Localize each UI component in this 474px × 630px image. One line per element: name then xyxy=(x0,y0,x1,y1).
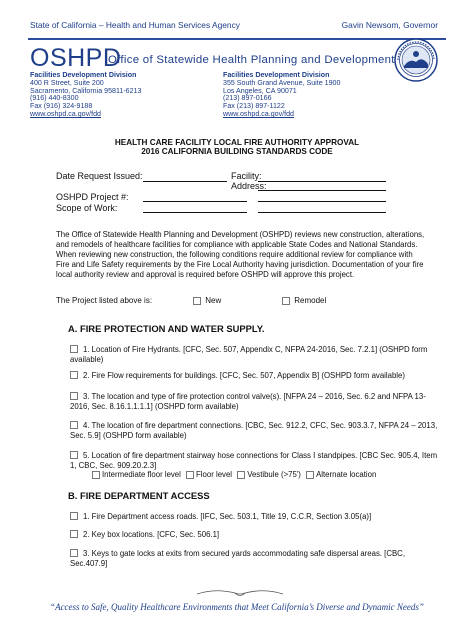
new-checkbox[interactable] xyxy=(193,297,201,305)
oshpd-project-label: OSHPD Project #: xyxy=(56,192,129,202)
address-line: Los Angeles, CA 90071 xyxy=(223,86,297,95)
address-line: 400 R Street, Suite 200 xyxy=(30,78,104,87)
remodel-checkbox[interactable] xyxy=(282,297,290,305)
scope-of-work-label: Scope of Work: xyxy=(56,203,118,213)
section-b-item-2 xyxy=(70,530,438,540)
address-heading: Facilities Development Division xyxy=(30,71,137,79)
section-b-item-1 xyxy=(70,512,438,522)
section-a-item-4 xyxy=(70,421,438,441)
flourish-ornament-icon xyxy=(195,586,285,600)
address-field[interactable] xyxy=(258,190,386,191)
standpipe-options xyxy=(92,470,376,479)
date-request-field[interactable] xyxy=(143,181,227,182)
item-text: 2. Fire Flow requirements for buildings. [CFC, Sec. 507, Appendix B] (OSHPD form available) xyxy=(83,371,405,380)
item-text: 3. Keys to gate locks at exits from secured yards accommodating safe dispersal areas. [CBC, Sec.407.9] xyxy=(70,549,405,569)
address-line: 355 South Grand Avenue, Suite 1900 xyxy=(223,78,341,87)
scope-of-work-field[interactable] xyxy=(143,212,247,213)
address-heading: Facilities Development Division xyxy=(223,71,330,79)
remodel-label: Remodel xyxy=(294,296,327,305)
option-label: Floor level xyxy=(196,470,233,479)
address-label: Address: xyxy=(231,181,267,191)
item-checkbox[interactable] xyxy=(70,392,78,400)
address-phone: (916) 440-8300 xyxy=(30,94,79,103)
address-field-line2[interactable] xyxy=(258,201,386,202)
item-text: 1. Location of Fire Hydrants. [CFC, Sec. 507, Appendix C, NFPA 24-2016, Sec. 7.2.1] (OSHPD form available) xyxy=(70,345,428,365)
item-checkbox[interactable] xyxy=(70,549,78,557)
section-a-item-5 xyxy=(70,451,438,471)
document-subtitle: 2016 CALIFORNIA BUILDING STANDARDS CODE xyxy=(141,147,333,156)
item-checkbox[interactable] xyxy=(70,512,78,520)
item-checkbox[interactable] xyxy=(70,345,78,353)
address-fax: Fax (916) 324-9188 xyxy=(30,102,93,111)
option-label: Alternate location xyxy=(316,470,377,479)
option-label: Intermediate floor level xyxy=(102,470,181,479)
address-phone: (213) 897-0166 xyxy=(223,94,272,103)
address-sacramento xyxy=(30,72,141,119)
item-checkbox[interactable] xyxy=(70,530,78,538)
item-text: 5. Location of fire department stairway hose connections for Class I standpipes. [CBC Sec. 905.4, Item 1, CBC, Sec. 909.20.2.3] xyxy=(70,451,438,471)
governor-line: Gavin Newsom, Governor xyxy=(341,20,438,30)
section-b-heading: B. FIRE DEPARTMENT ACCESS xyxy=(68,490,210,501)
item-text: 2. Key box locations. [CFC, Sec. 506.1] xyxy=(83,530,220,539)
scope-of-work-field-extra[interactable] xyxy=(258,212,386,213)
section-a-item-2 xyxy=(70,371,438,381)
oshpd-logo: OSHPD xyxy=(30,44,122,72)
item-checkbox[interactable] xyxy=(70,371,78,379)
new-label: New xyxy=(205,296,222,305)
address-web-link[interactable]: www.oshpd.ca.gov/fdd xyxy=(30,109,101,118)
facility-label: Facility: xyxy=(231,171,262,181)
address-line: Sacramento, California 95811-6213 xyxy=(30,86,142,95)
option-label: Vestibule (>75') xyxy=(247,470,301,479)
item-text: 1. Fire Department access roads. [IFC, Sec. 503.1, Title 19, C.C.R, Section 3.05(a)] xyxy=(83,512,372,521)
section-b-item-3 xyxy=(70,549,438,569)
section-a-heading: A. FIRE PROTECTION AND WATER SUPPLY. xyxy=(68,323,265,334)
item-text: 4. The location of fire department connections. [CBC, Sec. 912.2, CFC, Sec. 903.3.7, NFPA 24 – 2013, Sec. 5.9] (OSHPD form available) xyxy=(70,421,438,441)
alternate-location-checkbox[interactable] xyxy=(306,471,314,479)
section-a-item-1 xyxy=(70,345,438,365)
header-rule xyxy=(28,38,446,40)
project-type-label: The Project listed above is: xyxy=(56,296,153,305)
new-option[interactable] xyxy=(193,296,221,305)
office-title: Office of Statewide Health Planning and Development xyxy=(108,54,395,66)
item-checkbox[interactable] xyxy=(70,451,78,459)
section-a-item-3 xyxy=(70,392,438,412)
item-text: 3. The location and type of fire protection control valve(s). [NFPA 24 – 2016, Sec. 6.2 and NFPA 13-2016, Sec. 8.16.1.1.1.1] (OSHPD form available) xyxy=(70,392,426,412)
vestibule-checkbox[interactable] xyxy=(237,471,245,479)
intermediate-floor-checkbox[interactable] xyxy=(92,471,100,479)
date-request-label: Date Request Issued: xyxy=(56,171,143,181)
agency-line: State of California – Health and Human Services Agency xyxy=(30,20,240,30)
address-web-link[interactable]: www.oshpd.ca.gov/fdd xyxy=(223,109,294,118)
facility-field[interactable] xyxy=(258,181,386,182)
item-checkbox[interactable] xyxy=(70,421,78,429)
state-seal-icon xyxy=(394,38,438,82)
footer-motto: “Access to Safe, Quality Healthcare Environments that Meet California’s Diverse and Dynamic Needs” xyxy=(50,602,424,612)
floor-level-checkbox[interactable] xyxy=(186,471,194,479)
remodel-option[interactable] xyxy=(282,296,326,305)
intro-paragraph: The Office of Statewide Health Planning and Development (OSHPD) reviews new construction, alterations, and remodels of healthcare facilities for compliance with applicable State Codes and National Standards. When reviewing new construction, the following conditions require additional review for compliance with Fire and Life Safety requirements by the Fire Local Authority having jurisdiction. Documentation of your fire local authority review and approval is required before OSHPD will approve this project. xyxy=(56,230,425,280)
address-los-angeles xyxy=(223,72,340,119)
address-fax: Fax (213) 897-1122 xyxy=(223,102,285,111)
oshpd-project-field[interactable] xyxy=(143,201,247,202)
document-title: HEALTH CARE FACILITY LOCAL FIRE AUTHORITY APPROVAL xyxy=(114,138,360,147)
